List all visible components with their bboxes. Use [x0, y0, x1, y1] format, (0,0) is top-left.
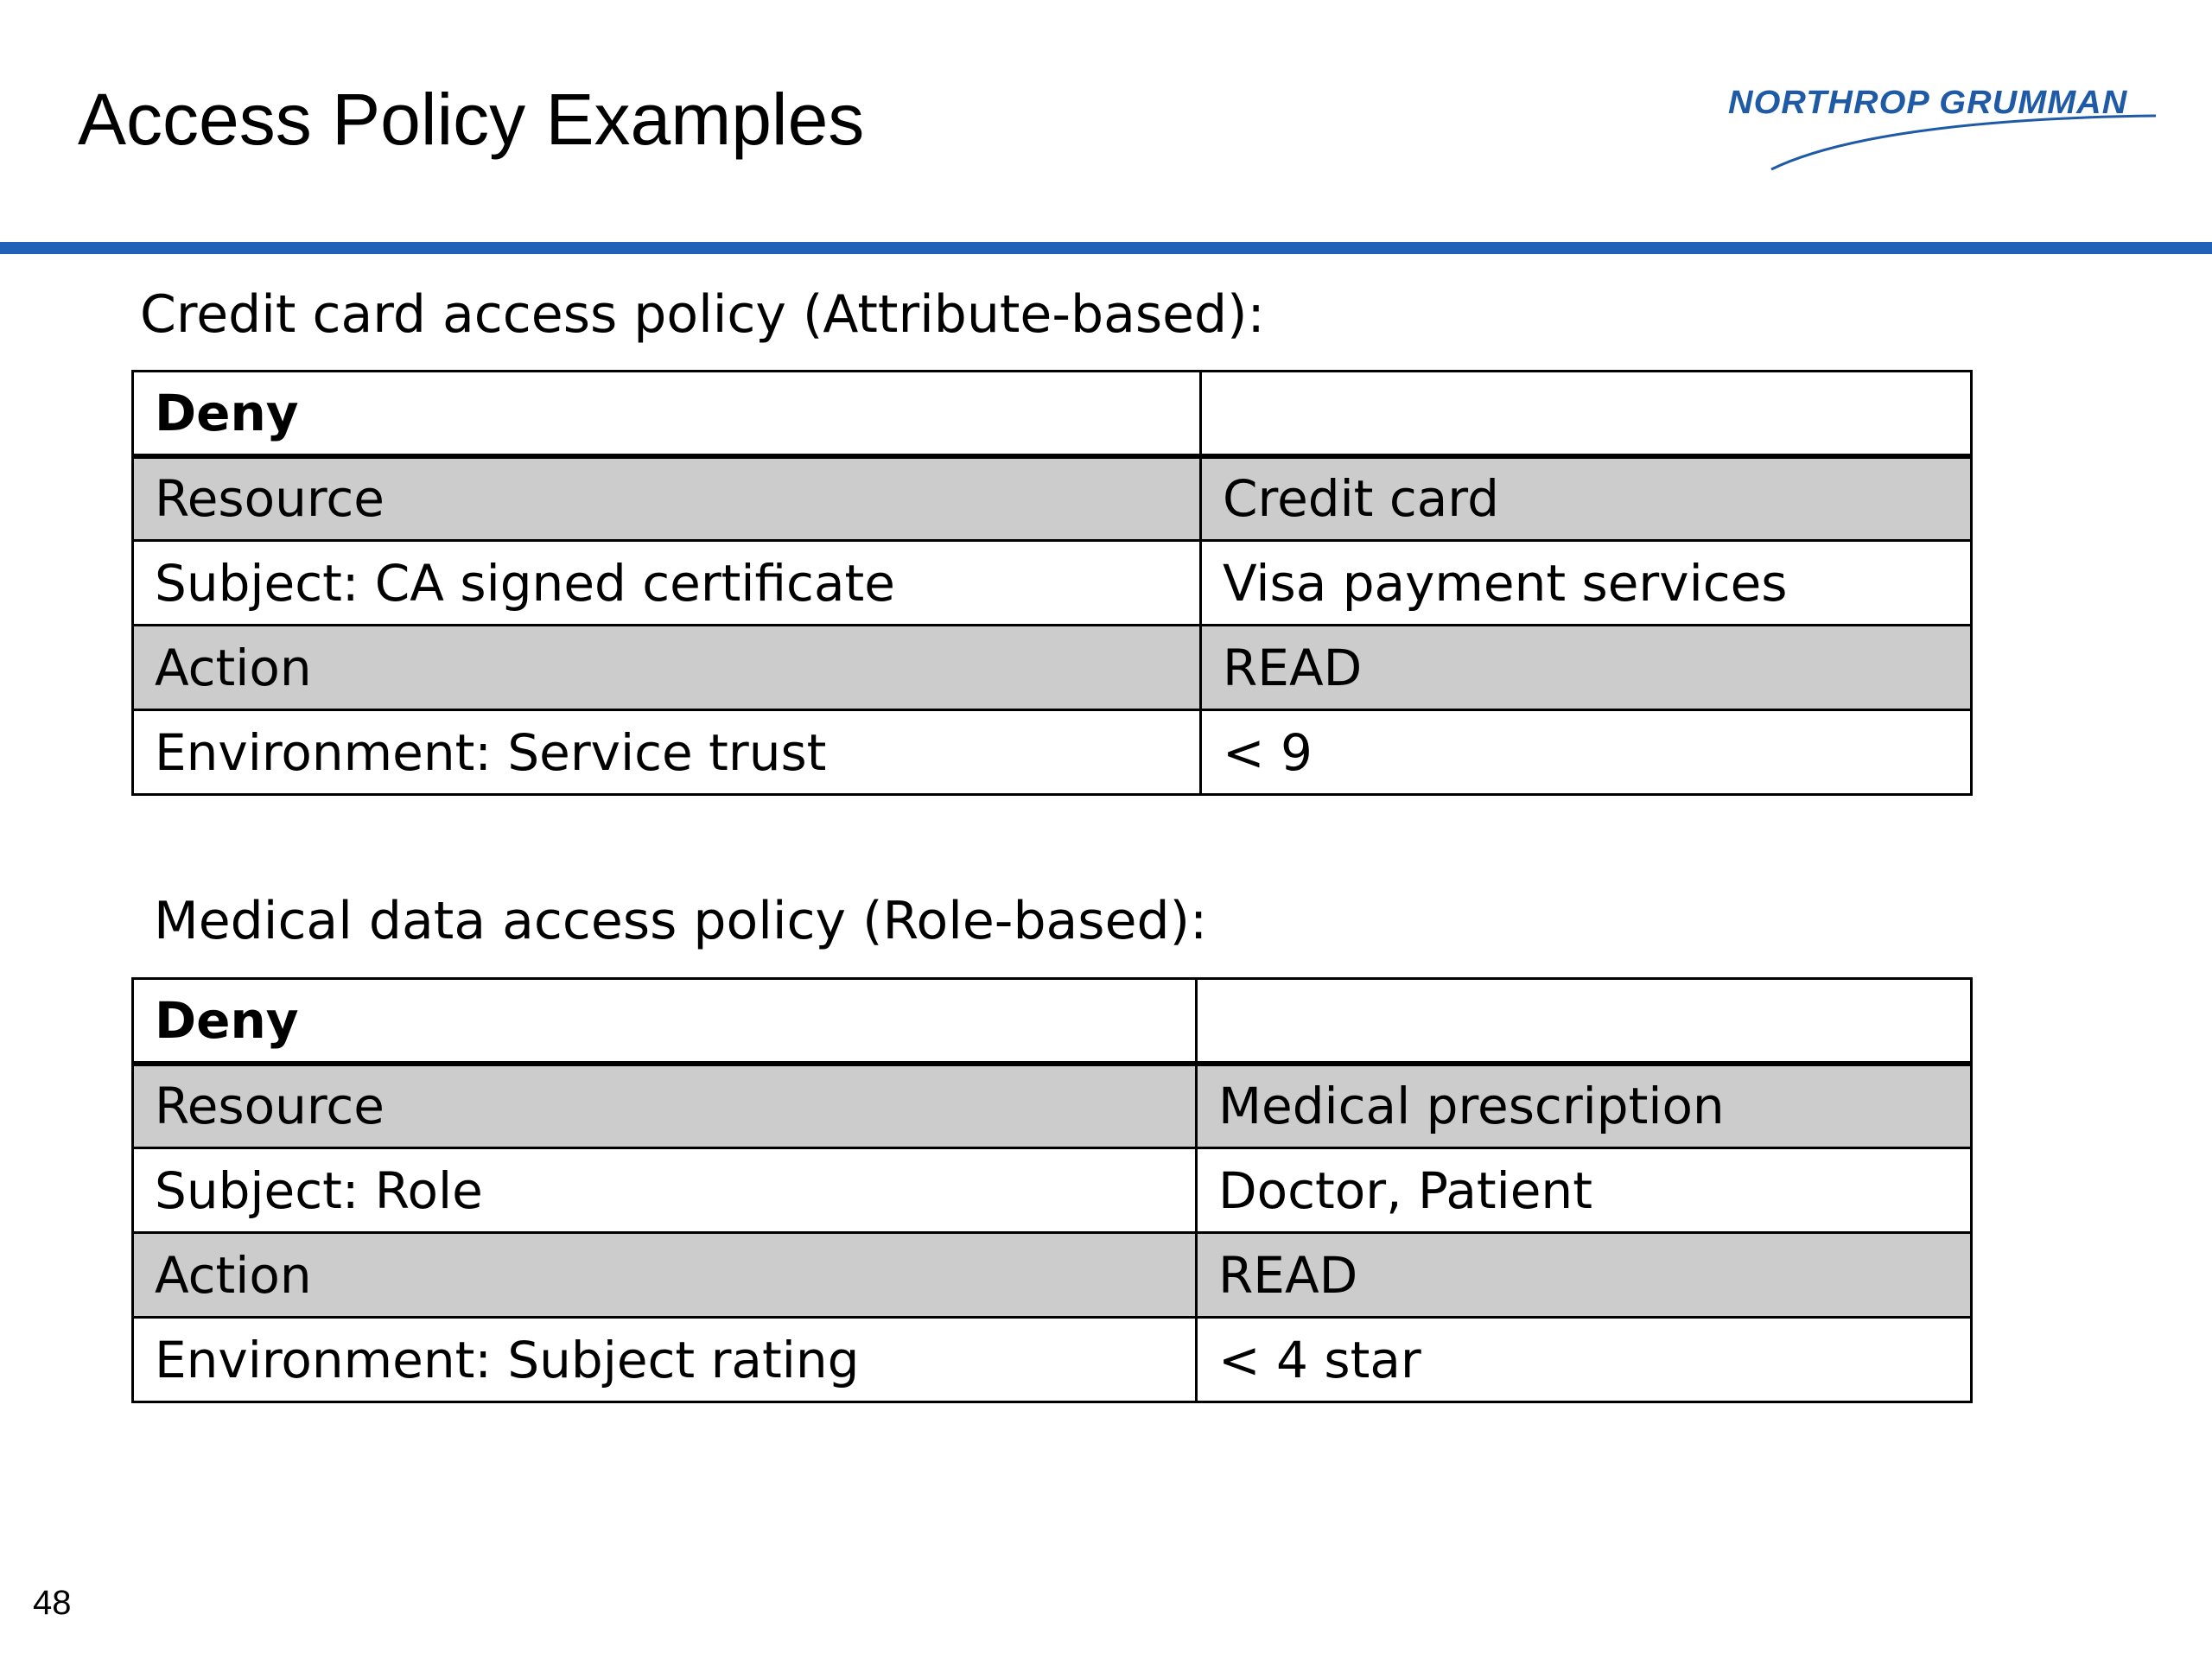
attribute-value-cell: < 4 star: [1197, 1318, 1972, 1402]
table-row: [133, 979, 1972, 1064]
policy-effect-cell: Deny: [133, 372, 1201, 456]
attribute-value-cell: Credit card: [1201, 456, 1972, 541]
attribute-label-cell: Subject: Role: [133, 1148, 1197, 1233]
table-row: [133, 541, 1972, 626]
slide-title: Access Policy Examples: [78, 79, 865, 160]
table-row: [133, 456, 1972, 541]
attribute-label-cell: Environment: Service trust: [133, 710, 1201, 795]
attribute-value-cell: Doctor, Patient: [1197, 1148, 1972, 1233]
attribute-value-cell: Medical prescription: [1197, 1064, 1972, 1148]
policy-effect-value-cell: [1197, 979, 1972, 1064]
table-row: [133, 1064, 1972, 1148]
attribute-label-cell: Environment: Subject rating: [133, 1318, 1197, 1402]
table-row: [133, 1233, 1972, 1318]
attribute-label-cell: Resource: [133, 1064, 1197, 1148]
attribute-label-cell: Action: [133, 626, 1201, 710]
attribute-label-cell: Subject: CA signed certificate: [133, 541, 1201, 626]
logo-wordmark: NORTHROP GRUMMAN: [1728, 85, 2128, 121]
page-number: 48: [33, 1584, 72, 1622]
table-row: [133, 710, 1972, 795]
table-row: [133, 1148, 1972, 1233]
header-rule: [0, 242, 2212, 254]
table-row: [133, 626, 1972, 710]
table-row: [133, 372, 1972, 456]
table-row: [133, 1318, 1972, 1402]
attribute-value-cell: < 9: [1201, 710, 1972, 795]
medical-policy-table: [131, 977, 1973, 1403]
attribute-value-cell: READ: [1201, 626, 1972, 710]
policy-effect-cell: Deny: [133, 979, 1197, 1064]
attribute-label-cell: Action: [133, 1233, 1197, 1318]
attribute-value-cell: Visa payment services: [1201, 541, 1972, 626]
attribute-label-cell: Resource: [133, 456, 1201, 541]
medical-policy-heading: Medical data access policy (Role-based):: [154, 891, 1208, 951]
credit-card-policy-heading: Credit card access policy (Attribute-based):: [140, 284, 1265, 345]
northrop-grumman-logo: [1719, 78, 2169, 181]
attribute-value-cell: READ: [1197, 1233, 1972, 1318]
credit-card-policy-table: [131, 370, 1973, 796]
policy-effect-value-cell: [1201, 372, 1972, 456]
